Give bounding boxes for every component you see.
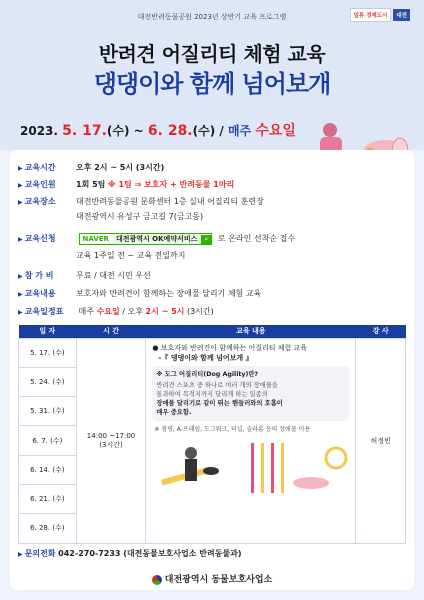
info-schedule: ▶ 교육일정표 매주 수요일 / 오후 2시 ~ 5시 (3시간) [18, 306, 214, 317]
schedule-table [18, 325, 406, 544]
table-row: 6. 14. (수) [19, 455, 406, 484]
table-row: 5. 31. (수) [19, 397, 406, 426]
info-people: ▶ 교육인원 1회 5팀 ※ 1팀 ⇒ 보호자 + 반려동물 1마리 [18, 179, 234, 190]
table-row: 5. 17. (수) 14:00 ~17:00 (3시간) ● 보호자와 반려견이 함께하는 어질리티 체험 교육 -『 댕댕이와 함께 넘어보개 』 ※ 도그 어질리티(Dog Agility)란? 반려견 스포츠 중 하나로 여러 개의 장애물을 통과하여 목적지까지 달리게 하는 일종의 장애물 달리기로 같이 뛰는 핸들러와의 호흡이 매우 중요함. ※ 점핑, A-프레임, 도그워크, 터널, 슬라롬 등의 장애물 이용 허정빈 [19, 338, 406, 367]
agility-definition-box: ※ 도그 어질리티(Dog Agility)란? 반려견 스포츠 중 하나로 여러 개의 장애물을 통과하여 목적지까지 달리게 하는 일종의 장애물 달리기로 같이 뛰는 핸들러와의 호흡이 매우 중요함. [152, 366, 349, 421]
daejeon-logo-icon [152, 575, 162, 585]
schedule-header-row: 일 자 시 간 교육 내용 강 사 [19, 325, 406, 338]
contact-line: ▶ 문의전화 042-270-7233 (대전동물보호사업소 반려동물과) [18, 548, 242, 559]
instructor-cell: 허정빈 [356, 338, 406, 543]
city-logo: 일류 경제도시 대전 [350, 8, 410, 22]
title-line-1: 반려견 어질리티 체험 교육 [98, 42, 326, 66]
naver-search-box[interactable]: NAVER 대전광역시 OK예약서비스 ⌕ [79, 233, 213, 245]
schedule-content-cell: ● 보호자와 반려견이 함께하는 어질리티 체험 교육 -『 댕댕이와 함께 넘어보개 』 ※ 도그 어질리티(Dog Agility)란? 반려견 스포츠 중 하나로 여러 개의 장애물을 통과하여 목적지까지 달리게 하는 일종의 장애물 달리기로 같이 뛰는 핸들러와의 호흡이 매우 중요함. ※ 점핑, A-프레임, 도그워크, 터널, 슬라롬 등의 장애물 이용 [146, 338, 356, 543]
footer-org: 대전광역시 동물보호사업소 [0, 572, 424, 585]
title-line-2: 댕댕이와 함께 넘어보개 [93, 70, 331, 98]
table-row: 5. 24. (수) [19, 367, 406, 396]
table-row: 6. 28. (수) [19, 514, 406, 543]
info-content: ▶ 교육내용 보호자와 반려견이 함께하는 장애물 달리기 체험 교육 [18, 288, 261, 299]
info-apply: ▶ 교육신청 NAVER 대전광역시 OK예약서비스 ⌕ 로 온라인 선착순 접수 [18, 233, 295, 245]
info-time: ▶ 교육시간 오후 2시 ~ 5시 (3시간) [18, 162, 164, 173]
table-row: 6. 21. (수) [19, 484, 406, 513]
info-apply-period: 교육 1주일 전 ~ 교육 전일까지 [76, 251, 186, 260]
table-row: 6. 7. (수) [19, 426, 406, 455]
agility-course-illustration [151, 433, 351, 505]
info-place-address: 대전광역시 유성구 금고길 7(금고동) [76, 212, 204, 221]
program-subhead: 대전반려동물공원 2023년 상반기 교육 프로그램 [137, 13, 287, 21]
info-place: ▶ 교육장소 대전반려동물공원 문화센터 1층 실내 어질리티 훈련장 [18, 196, 264, 207]
schedule-time-cell: 14:00 ~17:00 (3시간) [76, 338, 146, 543]
info-fee: ▶ 참 가 비 무료 / 대전 시민 우선 [18, 270, 151, 281]
period-line: 2023. 5. 17.(수) ~ 6. 28.(수) / 매주 수요일 [20, 123, 296, 139]
search-icon[interactable]: ⌕ [201, 235, 211, 244]
